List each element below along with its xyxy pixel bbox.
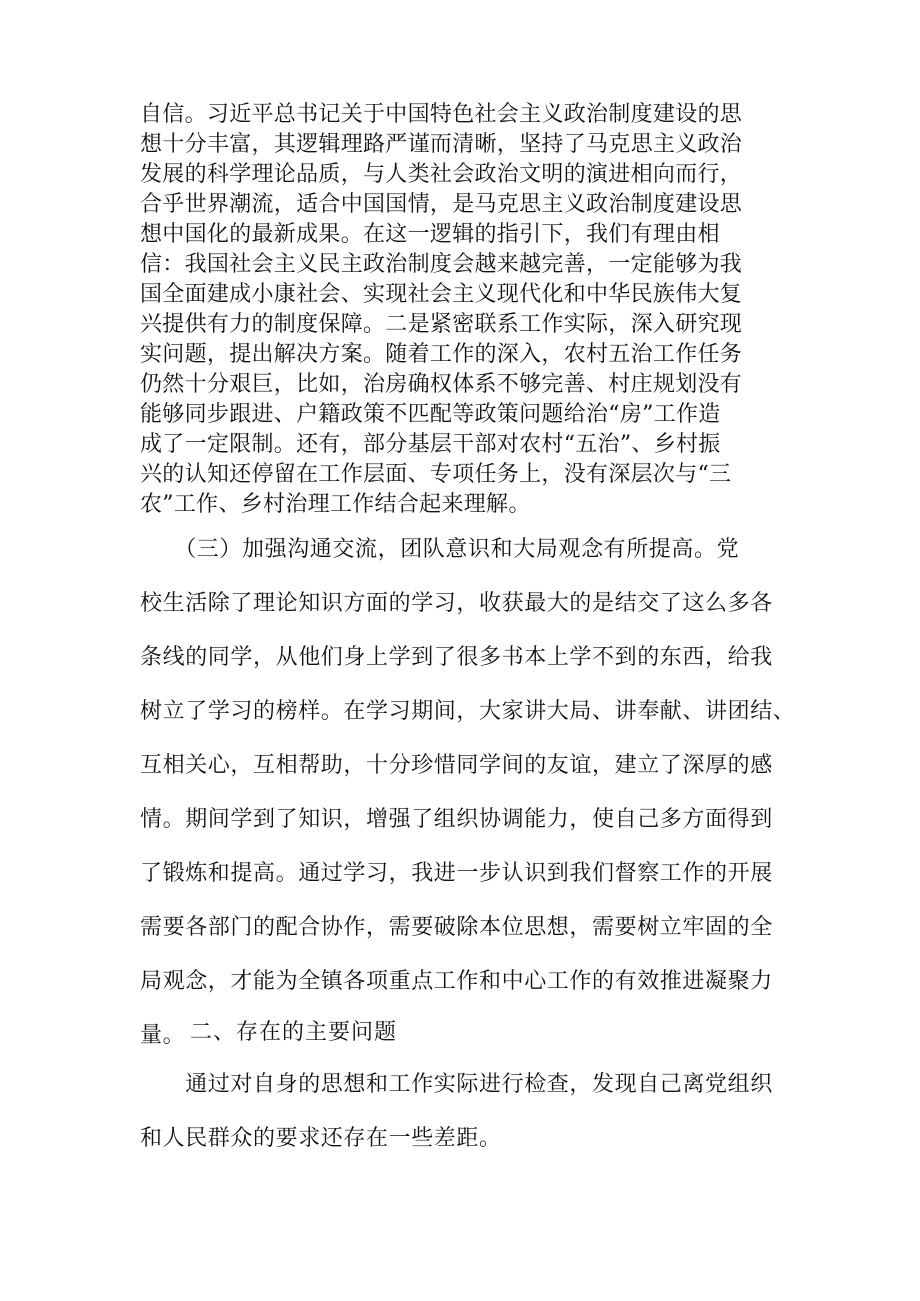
- text-line: 通过对自身的思想和工作实际进行检查，发现自己离党组织: [140, 1072, 773, 1097]
- text-line: 需要各部门的配合协作，需要破除本位思想，需要树立牢固的全: [140, 915, 773, 940]
- text-line: 和人民群众的要求还存在一些差距。: [140, 1126, 502, 1151]
- text-line: （三）加强沟通交流，团队意识和大局观念有所提高。党: [140, 537, 740, 562]
- text-line: 兴提供有力的制度保障。二是紧密联系工作实际，深入研究现: [140, 312, 743, 337]
- text-line: 信：我国社会主义民主政治制度会越来越完善，一定能够为我: [140, 252, 743, 277]
- text-line: 发展的科学理论品质，与人类社会政治文明的演进相向而行，: [140, 162, 743, 187]
- text-line: 情。期间学到了知识，增强了组织协调能力，使自己多方面得到: [140, 807, 773, 832]
- text-line: 想十分丰富，其逻辑理路严谨而清晰，坚持了马克思主义政治: [140, 132, 743, 157]
- paragraph-problems-intro: [140, 1058, 790, 1166]
- text-line: 农”工作、乡村治理工作结合起来理解。: [140, 492, 531, 517]
- text-line: 国全面建成小康社会、实现社会主义现代化和中华民族伟大复: [140, 282, 743, 307]
- section-heading: 二、存在的主要问题: [190, 1020, 398, 1045]
- text-line: 互相关心，互相帮助，十分珍惜同学间的友谊，建立了深厚的感: [140, 753, 773, 778]
- text-line: 局观念，才能为全镇各项重点工作和中心工作的有效推进凝聚力: [140, 969, 773, 994]
- text-line: 想中国化的最新成果。在这一逻辑的指引下，我们有理由相: [140, 222, 720, 247]
- paragraph-teamwork: [140, 523, 796, 1063]
- text-line: 兴的认知还停留在工作层面、专项任务上，没有深层次与“三: [140, 462, 732, 487]
- text-line: 合乎世界潮流，适合中国国情，是马克思主义政治制度建设思: [140, 192, 743, 217]
- text-line: 条线的同学，从他们身上学到了很多书本上学不到的东西，给我: [140, 645, 773, 670]
- text-line: 校生活除了理论知识方面的学习，收获最大的是结交了这么多各: [140, 591, 773, 616]
- paragraph-continuation: [140, 100, 780, 520]
- text-line: 自信。习近平总书记关于中国特色社会主义政治制度建设的思: [140, 102, 743, 127]
- text-line: 实问题，提出解决方案。随着工作的深入，农村五治工作任务: [140, 342, 743, 367]
- text-line: 能够同步跟进、户籍政策不匹配等政策问题给治“房”工作造: [140, 402, 721, 427]
- text-line: 量。: [140, 1023, 186, 1048]
- text-line: 仍然十分艰巨，比如，治房确权体系不够完善、村庄规划没有: [140, 372, 743, 397]
- text-line: 成了一定限制。还有，部分基层干部对农村“五治”、乡村振: [140, 432, 721, 457]
- text-line: 了锻炼和提高。通过学习，我进一步认识到我们督察工作的开展: [140, 861, 773, 886]
- text-line: 树立了学习的榜样。在学习期间，大家讲大局、讲奉献、讲团结、: [140, 699, 796, 724]
